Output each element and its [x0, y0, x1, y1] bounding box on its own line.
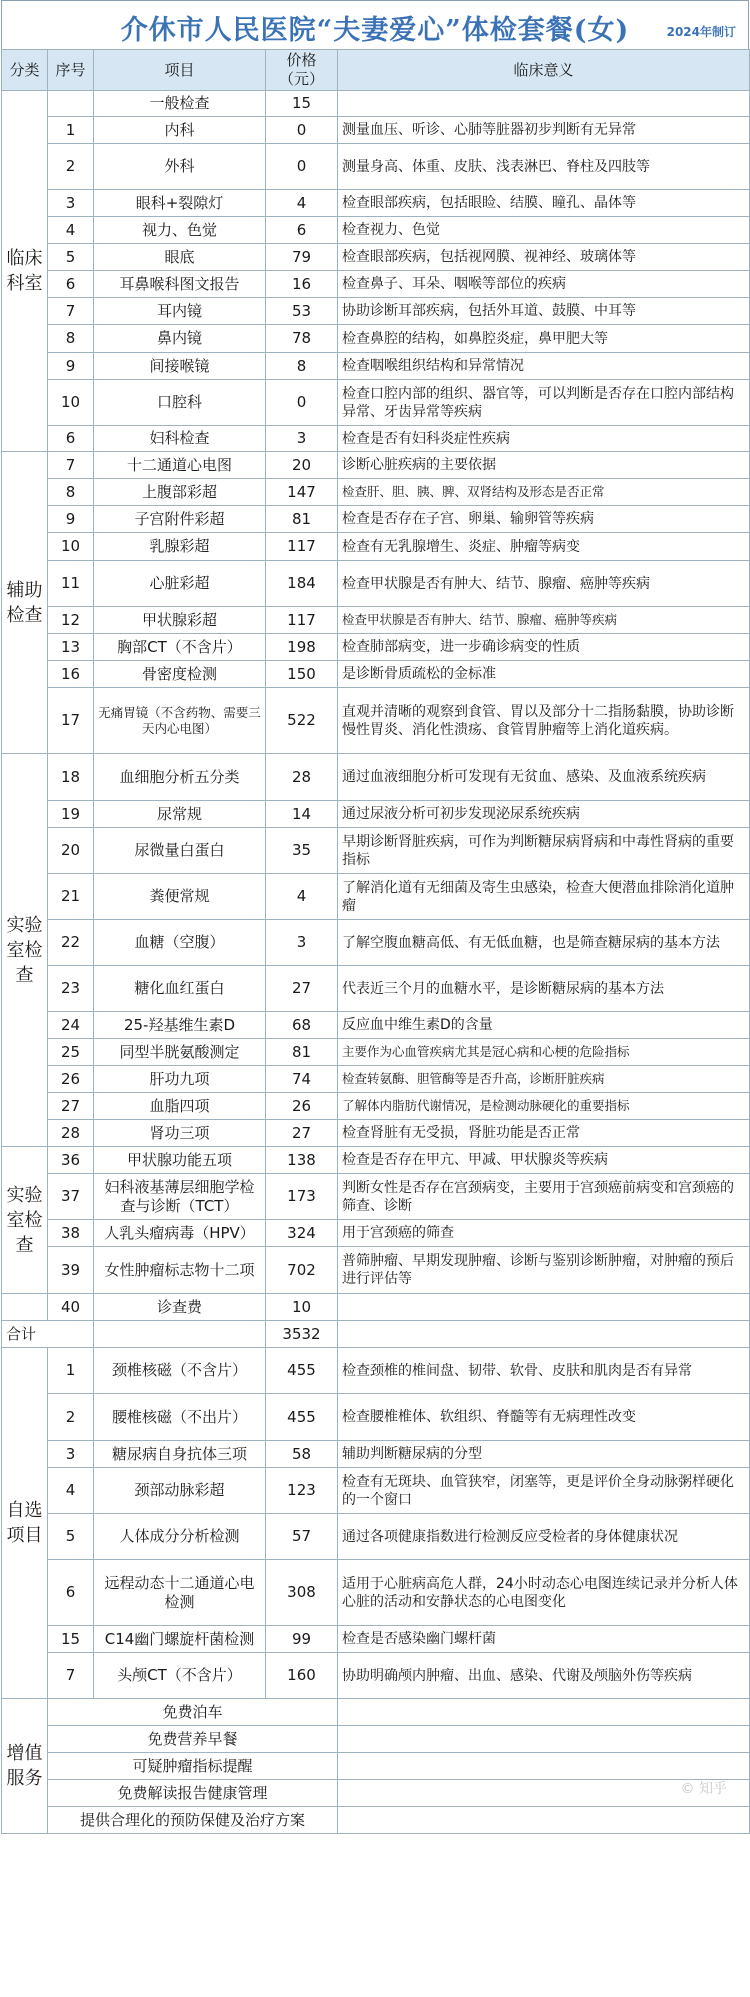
total-label: 合计: [2, 1321, 94, 1348]
row-meaning: 检查是否存在甲亢、甲减、甲状腺炎等疾病: [338, 1147, 750, 1174]
service-blank: [338, 1753, 750, 1780]
row-no: 37: [48, 1174, 94, 1220]
row-price: 20: [266, 452, 338, 479]
row-meaning: 检查腰椎椎体、软组织、脊髓等有无病理性改变: [338, 1394, 750, 1441]
row-price: 26: [266, 1093, 338, 1120]
service-blank: [338, 1807, 750, 1834]
row-price: 522: [266, 688, 338, 754]
row-no: 7: [48, 298, 94, 325]
row-meaning: 测量身高、体重、皮肤、浅表淋巴、脊柱及四肢等: [338, 144, 750, 190]
row-item: 甲状腺彩超: [94, 607, 266, 634]
row-meaning: 检查咽喉组织结构和异常情况: [338, 353, 750, 380]
row-meaning: 是诊断骨质疏松的金标准: [338, 661, 750, 688]
optional-row: [2, 1514, 750, 1560]
optional-row: [2, 1468, 750, 1514]
row-meaning: 检查视力、色觉: [338, 217, 750, 244]
table-row: [2, 688, 750, 754]
row-no: [48, 91, 94, 117]
row-item: 子宫附件彩超: [94, 506, 266, 533]
row-meaning: 检查肾脏有无受损，肾脏功能是否正常: [338, 1120, 750, 1147]
row-item: 心脏彩超: [94, 561, 266, 607]
row-no: 11: [48, 561, 94, 607]
row-no: 2: [48, 1394, 94, 1441]
row-price: 16: [266, 271, 338, 298]
row-item: 外科: [94, 144, 266, 190]
header-item: 项目: [94, 50, 266, 91]
table-row: [2, 1174, 750, 1220]
row-item: 妇科检查: [94, 426, 266, 452]
row-price: 138: [266, 1147, 338, 1174]
table-row: [2, 634, 750, 661]
row-meaning: [338, 91, 750, 117]
service-blank: [338, 1726, 750, 1753]
row-meaning: 直观并清晰的观察到食管、胃以及部分十二指肠黏膜，协助诊断慢性胃炎、消化性溃疡、食管胃肿瘤等上消化道疾病。: [338, 688, 750, 754]
row-meaning: 代表近三个月的血糖水平，是诊断糖尿病的基本方法: [338, 966, 750, 1012]
row-price: 3: [266, 920, 338, 966]
row-meaning: 检查口腔内部的组织、器官等，可以判断是否存在口腔内部结构异常、牙齿异常等疾病: [338, 380, 750, 426]
table-row: [2, 1120, 750, 1147]
row-meaning: 检查转氨酶、胆管酶等是否升高，诊断肝脏疾病: [338, 1066, 750, 1093]
row-price: 81: [266, 506, 338, 533]
optional-row: [2, 1653, 750, 1699]
row-no: 12: [48, 607, 94, 634]
row-meaning: 诊断心脏疾病的主要依据: [338, 452, 750, 479]
row-item: 尿常规: [94, 801, 266, 828]
row-price: 53: [266, 298, 338, 325]
row-meaning: 协助明确颅内肿瘤、出血、感染、代谢及颅脑外伤等疾病: [338, 1653, 750, 1699]
row-no: 6: [48, 426, 94, 452]
row-item: 25-羟基维生素D: [94, 1012, 266, 1039]
row-price: 198: [266, 634, 338, 661]
fee-category: [2, 1294, 48, 1321]
table-row: [2, 452, 750, 479]
row-meaning: 检查颈椎的椎间盘、韧带、软骨、皮肤和肌肉是否有异常: [338, 1348, 750, 1394]
row-item: 视力、色觉: [94, 217, 266, 244]
service-blank: [338, 1699, 750, 1726]
table-row: [2, 380, 750, 426]
optional-row: [2, 1441, 750, 1468]
category-cell: 临床 科室: [2, 91, 48, 452]
service-row: [2, 1780, 750, 1807]
row-price: 8: [266, 353, 338, 380]
category-cell: 实验 室检 查: [2, 1147, 48, 1294]
row-price: 455: [266, 1348, 338, 1394]
row-no: 2: [48, 144, 94, 190]
row-no: 8: [48, 325, 94, 353]
row-no: 5: [48, 244, 94, 271]
row-price: 4: [266, 190, 338, 217]
row-price: 58: [266, 1441, 338, 1468]
table-row: [2, 353, 750, 380]
row-no: 28: [48, 1120, 94, 1147]
row-no: 21: [48, 874, 94, 920]
row-no: 38: [48, 1220, 94, 1247]
row-no: 23: [48, 966, 94, 1012]
row-price: 455: [266, 1394, 338, 1441]
optional-row: [2, 1394, 750, 1441]
service-row: [2, 1753, 750, 1780]
fee-row: [2, 1294, 750, 1321]
service-item: 免费营养早餐: [48, 1726, 338, 1753]
row-item: 耳内镜: [94, 298, 266, 325]
row-item: 人体成分分析检测: [94, 1514, 266, 1560]
row-no: 1: [48, 117, 94, 144]
row-item: 内科: [94, 117, 266, 144]
header-price: 价格（元）: [266, 50, 338, 91]
category-cell: 辅助 检查: [2, 452, 48, 754]
row-meaning: 普筛肿瘤、早期发现肿瘤、诊断与鉴别诊断肿瘤，对肿瘤的预后进行评估等: [338, 1247, 750, 1294]
row-item: 妇科液基薄层细胞学检查与诊断（TCT）: [94, 1174, 266, 1220]
services-category: 增值 服务: [2, 1699, 48, 1834]
table-row: [2, 144, 750, 190]
watermark: © 知乎: [680, 1781, 727, 1797]
row-price: 150: [266, 661, 338, 688]
row-no: 25: [48, 1039, 94, 1066]
service-item: 可疑肿瘤指标提醒: [48, 1753, 338, 1780]
row-no: 10: [48, 533, 94, 561]
row-price: 173: [266, 1174, 338, 1220]
row-item: 粪便常规: [94, 874, 266, 920]
table-row: [2, 828, 750, 874]
row-item: 颈椎核磁（不含片）: [94, 1348, 266, 1394]
row-item: 胸部CT（不含片）: [94, 634, 266, 661]
row-price: 74: [266, 1066, 338, 1093]
row-price: 14: [266, 801, 338, 828]
service-item: 免费泊车: [48, 1699, 338, 1726]
row-no: 36: [48, 1147, 94, 1174]
row-price: 324: [266, 1220, 338, 1247]
row-item: 骨密度检测: [94, 661, 266, 688]
service-row: [2, 1726, 750, 1753]
row-item: 一般检查: [94, 91, 266, 117]
table-row: [2, 1220, 750, 1247]
table-row: [2, 217, 750, 244]
row-no: 16: [48, 661, 94, 688]
row-meaning: 检查肝、胆、胰、脾、双肾结构及形态是否正常: [338, 479, 750, 506]
row-item: 肝功九项: [94, 1066, 266, 1093]
table-row: [2, 1066, 750, 1093]
row-no: 15: [48, 1626, 94, 1653]
row-no: 22: [48, 920, 94, 966]
row-no: 3: [48, 1441, 94, 1468]
row-item: 尿微量白蛋白: [94, 828, 266, 874]
row-item: 糖尿病自身抗体三项: [94, 1441, 266, 1468]
row-meaning: 通过尿液分析可初步发现泌尿系统疾病: [338, 801, 750, 828]
row-item: 远程动态十二通道心电检测: [94, 1560, 266, 1626]
row-meaning: 检查眼部疾病，包括眼睑、结膜、瞳孔、晶体等: [338, 190, 750, 217]
row-meaning: 检查是否存在子宫、卵巢、输卵管等疾病: [338, 506, 750, 533]
table-row: [2, 661, 750, 688]
row-no: 4: [48, 1468, 94, 1514]
row-price: 15: [266, 91, 338, 117]
row-item: 肾功三项: [94, 1120, 266, 1147]
table-row: [2, 966, 750, 1012]
header-row: [2, 50, 750, 91]
row-no: 18: [48, 754, 94, 801]
row-no: 7: [48, 1653, 94, 1699]
row-price: 68: [266, 1012, 338, 1039]
table-row: [2, 607, 750, 634]
row-meaning: 检查鼻腔的结构，如鼻腔炎症，鼻甲肥大等: [338, 325, 750, 353]
row-meaning: 检查是否有妇科炎症性疾病: [338, 426, 750, 452]
row-item: 乳腺彩超: [94, 533, 266, 561]
row-item: C14幽门螺旋杆菌检测: [94, 1626, 266, 1653]
row-price: 35: [266, 828, 338, 874]
row-item: 血细胞分析五分类: [94, 754, 266, 801]
row-price: 28: [266, 754, 338, 801]
row-no: 13: [48, 634, 94, 661]
row-item: 血脂四项: [94, 1093, 266, 1120]
row-no: 7: [48, 452, 94, 479]
row-meaning: 判断女性是否存在宫颈病变，主要用于宫颈癌前病变和宫颈癌的筛查、诊断: [338, 1174, 750, 1220]
row-no: 19: [48, 801, 94, 828]
row-price: 99: [266, 1626, 338, 1653]
row-item: 血糖（空腹）: [94, 920, 266, 966]
row-meaning: 协助诊断耳部疾病，包括外耳道、鼓膜、中耳等: [338, 298, 750, 325]
fee-price: 10: [266, 1294, 338, 1321]
fee-item: 诊查费: [94, 1294, 266, 1321]
row-no: 9: [48, 506, 94, 533]
optional-row: [2, 1560, 750, 1626]
row-price: 27: [266, 1120, 338, 1147]
row-meaning: 主要作为心血管疾病尤其是冠心病和心梗的危险指标: [338, 1039, 750, 1066]
row-meaning: 了解体内脂肪代谢情况，是检测动脉硬化的重要指标: [338, 1093, 750, 1120]
row-no: 20: [48, 828, 94, 874]
row-no: 3: [48, 190, 94, 217]
table-row: [2, 1093, 750, 1120]
table-row: [2, 920, 750, 966]
row-item: 间接喉镜: [94, 353, 266, 380]
page-title: 介休市人民医院“夫妻爱心”体检套餐(女): [120, 15, 630, 46]
row-price: 78: [266, 325, 338, 353]
document: [1, 0, 749, 1834]
row-price: 0: [266, 144, 338, 190]
row-price: 184: [266, 561, 338, 607]
row-item: 头颅CT（不含片）: [94, 1653, 266, 1699]
row-no: 6: [48, 271, 94, 298]
table-row: [2, 479, 750, 506]
category-cell: 实验 室检 查: [2, 754, 48, 1147]
row-price: 702: [266, 1247, 338, 1294]
edition-note: 2024年制订: [666, 25, 736, 39]
row-item: 口腔科: [94, 380, 266, 426]
row-meaning: 适用于心脏病高危人群，24小时动态心电图连续记录并分析人体心脏的活动和安静状态的心电图变化: [338, 1560, 750, 1626]
table-row: [2, 117, 750, 144]
header-no: 序号: [48, 50, 94, 91]
optional-row: [2, 1348, 750, 1394]
row-price: 160: [266, 1653, 338, 1699]
total-value: 3532: [266, 1321, 338, 1348]
row-meaning: 检查肺部病变，进一步确诊病变的性质: [338, 634, 750, 661]
table-row: [2, 1039, 750, 1066]
row-meaning: 辅助判断糖尿病的分型: [338, 1441, 750, 1468]
row-no: 1: [48, 1348, 94, 1394]
table-row: [2, 801, 750, 828]
table-row: [2, 271, 750, 298]
row-item: 眼底: [94, 244, 266, 271]
service-item: 免费解读报告健康管理: [48, 1780, 338, 1807]
package-table: [1, 49, 750, 1834]
row-item: 糖化血红蛋白: [94, 966, 266, 1012]
table-row: [2, 244, 750, 271]
table-row: [2, 325, 750, 353]
optional-category: 自选 项目: [2, 1348, 48, 1699]
row-price: 57: [266, 1514, 338, 1560]
row-meaning: 检查鼻子、耳朵、咽喉等部位的疾病: [338, 271, 750, 298]
row-no: 4: [48, 217, 94, 244]
row-no: 39: [48, 1247, 94, 1294]
row-meaning: 用于宫颈癌的筛查: [338, 1220, 750, 1247]
row-meaning: 了解消化道有无细菌及寄生虫感染，检查大便潜血排除消化道肿瘤: [338, 874, 750, 920]
table-row: [2, 1012, 750, 1039]
table-row: [2, 1247, 750, 1294]
row-no: 5: [48, 1514, 94, 1560]
header-category: 分类: [2, 50, 48, 91]
row-price: 117: [266, 607, 338, 634]
row-meaning: 检查甲状腺是否有肿大、结节、腺瘤、癌肿等疾病: [338, 607, 750, 634]
row-price: 79: [266, 244, 338, 271]
table-row: [2, 426, 750, 452]
row-no: 6: [48, 1560, 94, 1626]
table-row: [2, 298, 750, 325]
row-item: 人乳头瘤病毒（HPV）: [94, 1220, 266, 1247]
row-no: 10: [48, 380, 94, 426]
total-row: [2, 1321, 750, 1348]
row-price: 4: [266, 874, 338, 920]
row-item: 腰椎核磁（不出片）: [94, 1394, 266, 1441]
row-price: 0: [266, 117, 338, 144]
row-item: 十二通道心电图: [94, 452, 266, 479]
total-meaning: [338, 1321, 750, 1348]
row-no: 24: [48, 1012, 94, 1039]
table-row: [2, 1147, 750, 1174]
row-price: 3: [266, 426, 338, 452]
table-row: [2, 754, 750, 801]
row-meaning: 检查眼部疾病，包括视网膜、视神经、玻璃体等: [338, 244, 750, 271]
fee-meaning: [338, 1294, 750, 1321]
row-item: 眼科+裂隙灯: [94, 190, 266, 217]
row-price: 123: [266, 1468, 338, 1514]
table-row: [2, 506, 750, 533]
row-meaning: 了解空腹血糖高低、有无低血糖，也是筛查糖尿病的基本方法: [338, 920, 750, 966]
title-bar: [1, 0, 749, 49]
row-no: 27: [48, 1093, 94, 1120]
total-item: [94, 1321, 266, 1348]
row-item: 上腹部彩超: [94, 479, 266, 506]
row-meaning: 测量血压、听诊、心肺等脏器初步判断有无异常: [338, 117, 750, 144]
row-meaning: 通过血液细胞分析可发现有无贫血、感染、及血液系统疾病: [338, 754, 750, 801]
row-item: 同型半胱氨酸测定: [94, 1039, 266, 1066]
row-no: 17: [48, 688, 94, 754]
row-price: 81: [266, 1039, 338, 1066]
row-price: 147: [266, 479, 338, 506]
table-row: [2, 190, 750, 217]
row-no: 8: [48, 479, 94, 506]
row-price: 27: [266, 966, 338, 1012]
row-meaning: 检查有无乳腺增生、炎症、肿瘤等病变: [338, 533, 750, 561]
row-meaning: 检查是否感染幽门螺杆菌: [338, 1626, 750, 1653]
row-item: 女性肿瘤标志物十二项: [94, 1247, 266, 1294]
table-row: [2, 874, 750, 920]
table-row: [2, 561, 750, 607]
service-row: [2, 1807, 750, 1834]
row-meaning: 检查甲状腺是否有肿大、结节、腺瘤、癌肿等疾病: [338, 561, 750, 607]
service-row: [2, 1699, 750, 1726]
row-price: 6: [266, 217, 338, 244]
row-meaning: 早期诊断肾脏疾病，可作为判断糖尿病肾病和中毒性肾病的重要指标: [338, 828, 750, 874]
row-item: 无痛胃镜（不含药物、需要三天内心电图）: [94, 688, 266, 754]
fee-no: 40: [48, 1294, 94, 1321]
row-price: 308: [266, 1560, 338, 1626]
row-meaning: 检查有无斑块、血管狭窄，闭塞等，更是评价全身动脉粥样硬化的一个窗口: [338, 1468, 750, 1514]
row-item: 甲状腺功能五项: [94, 1147, 266, 1174]
row-no: 9: [48, 353, 94, 380]
row-item: 颈部动脉彩超: [94, 1468, 266, 1514]
row-item: 耳鼻喉科图文报告: [94, 271, 266, 298]
row-meaning: 通过各项健康指数进行检测反应受检者的身体健康状况: [338, 1514, 750, 1560]
row-no: 26: [48, 1066, 94, 1093]
row-price: 0: [266, 380, 338, 426]
table-row: [2, 533, 750, 561]
row-item: 鼻内镜: [94, 325, 266, 353]
row-meaning: 反应血中维生素D的含量: [338, 1012, 750, 1039]
table-row: [2, 91, 750, 117]
row-price: 117: [266, 533, 338, 561]
header-meaning: 临床意义: [338, 50, 750, 91]
service-item: 提供合理化的预防保健及治疗方案: [48, 1807, 338, 1834]
optional-row: [2, 1626, 750, 1653]
